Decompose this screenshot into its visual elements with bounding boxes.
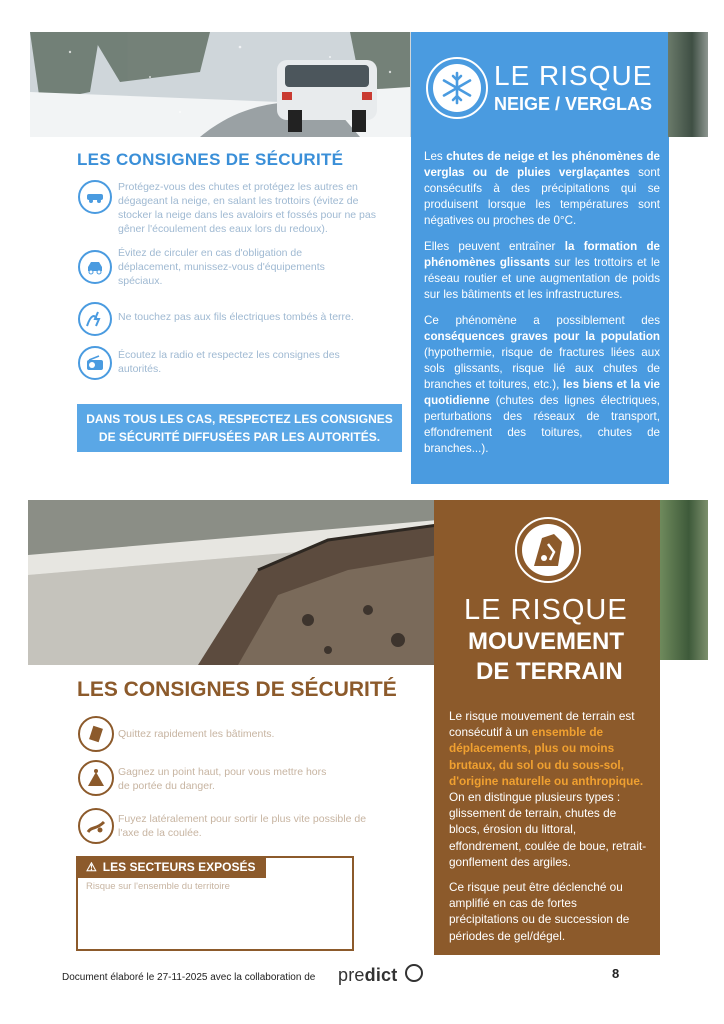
warning-icon: ⚠ <box>86 860 97 874</box>
landslide-risk-name-1: MOUVEMENT <box>468 628 624 655</box>
snow-risk-name: NEIGE / VERGLAS <box>494 94 653 114</box>
landslide-forest-strip <box>660 500 708 660</box>
landslide-icon <box>515 517 581 583</box>
footer-text: Document élaboré le 27-11-2025 avec la collaboration de <box>62 972 316 983</box>
text-run: sont consécutifs à des précipitations qui se produisent lorsque les températures sont négatives ou proches de 0°C. <box>424 166 660 227</box>
mudflow-icon <box>78 808 114 844</box>
snow-paragraph <box>424 313 660 457</box>
text-run: la formation de phénomènes glissants <box>424 240 660 269</box>
text-run: chutes de neige et les phénomènes de verglas ou de pluies verglaçantes <box>424 150 660 179</box>
snow-description <box>424 149 660 457</box>
text-run: Elles peuvent entraîner <box>424 240 565 253</box>
exposed-sectors-text: Risque sur l'ensemble du territoire <box>86 881 230 892</box>
landslide-paragraph: Ce risque peut être déclenché ou amplifié en cas de fortes précipitations ou de succession de périodes de gel/dégel. <box>449 880 630 943</box>
radio-icon <box>78 346 112 380</box>
landslide-paragraph <box>449 708 649 870</box>
text-run: On en distingue plusieurs types : glissement de terrain, chutes de blocs, érosion du littoral, effondrement, coulée de boue, retrait-gonflement des argiles. <box>449 790 647 869</box>
snow-paragraph <box>424 239 660 303</box>
snow-car-icon <box>78 180 112 214</box>
instruction-text: Quittez rapidement les bâtiments. <box>118 728 275 740</box>
instruction-text: Ne touchez pas aux fils électriques tombés à terre. <box>118 311 354 323</box>
text-run: Ce phénomène a possiblement des <box>424 314 660 327</box>
predict-logo-icon <box>405 964 423 982</box>
predict-logo <box>338 964 423 986</box>
page-number: 8 <box>612 966 620 981</box>
instruction-text: Protégez-vous des chutes et protégez les autres en dégageant la neige, en salant les trottoirs (évitez de stocker la neige dans les avaloirs et fossés pour ne pas gêner l'écoulement des eaux lors du redoux). <box>118 181 376 235</box>
authorities-banner <box>77 404 402 452</box>
instruction-text: Écoutez la radio et respectez les consignes des autorités. <box>118 349 340 375</box>
text-run: sur les trottoirs et le réseau routier et une augmentation de poids sur les bâtiments et les infrastructures. <box>424 256 660 301</box>
landslide-description <box>449 708 649 944</box>
text-run: conséquences graves pour la population <box>424 330 660 343</box>
landslide-safety-title: LES CONSIGNES DE SÉCURITÉ <box>77 678 397 701</box>
electric-wire-icon <box>78 302 112 336</box>
text-run: Le risque mouvement de terrain est consécutif à un <box>449 709 635 740</box>
exposed-sectors-title: LES SECTEURS EXPOSÉS <box>102 860 256 874</box>
snow-risk-label: LE RISQUE <box>494 60 653 91</box>
text-run: les biens et la vie quotidienne <box>424 378 660 407</box>
authorities-banner-text: DANS TOUS LES CAS, RESPECTEZ LES CONSIGNES DE SÉCURITÉ DIFFUSÉES PAR LES AUTORITÉS. <box>86 412 393 444</box>
landslide-risk-name-2: DE TERRAIN <box>476 658 623 685</box>
instruction-text: Évitez de circuler en cas d'obligation de déplacement, munissez-vous d'équipements spéciaux. <box>118 247 325 287</box>
brand-pre: pre <box>338 965 365 985</box>
falling-building-icon <box>78 716 114 752</box>
snowflake-icon <box>426 57 488 119</box>
car-icon <box>78 250 112 284</box>
instruction-text: Gagnez un point haut, pour vous mettre hors de portée du danger. <box>118 766 327 792</box>
exposed-sectors-header <box>76 856 266 878</box>
brand-bold: dict <box>364 965 398 985</box>
snow-safety-title: LES CONSIGNES DE SÉCURITÉ <box>77 150 344 169</box>
landslide-road-photo <box>28 500 438 665</box>
text-run: Les <box>424 150 447 163</box>
text-run: (chutes des lignes électriques, perturbations des réseaux de transport, effondrement des toitures, chutes de branches...). <box>424 394 660 455</box>
instruction-text: Fuyez latéralement pour sortir le plus vite possible de l'axe de la coulée. <box>118 813 367 839</box>
snow-paragraph <box>424 149 660 229</box>
snow-forest-strip <box>668 32 708 137</box>
landslide-risk-label: LE RISQUE <box>464 594 628 626</box>
text-run: ensemble de déplacements, plus ou moins brutaux, du sol ou du sous-sol, d'origine naturelle ou anthropique. <box>449 725 644 788</box>
high-ground-icon <box>78 760 114 796</box>
text-run: (hypothermie, risque de fractures liées aux sols glissants, risque lié aux chutes de branches et toitures, etc.), <box>424 346 660 391</box>
